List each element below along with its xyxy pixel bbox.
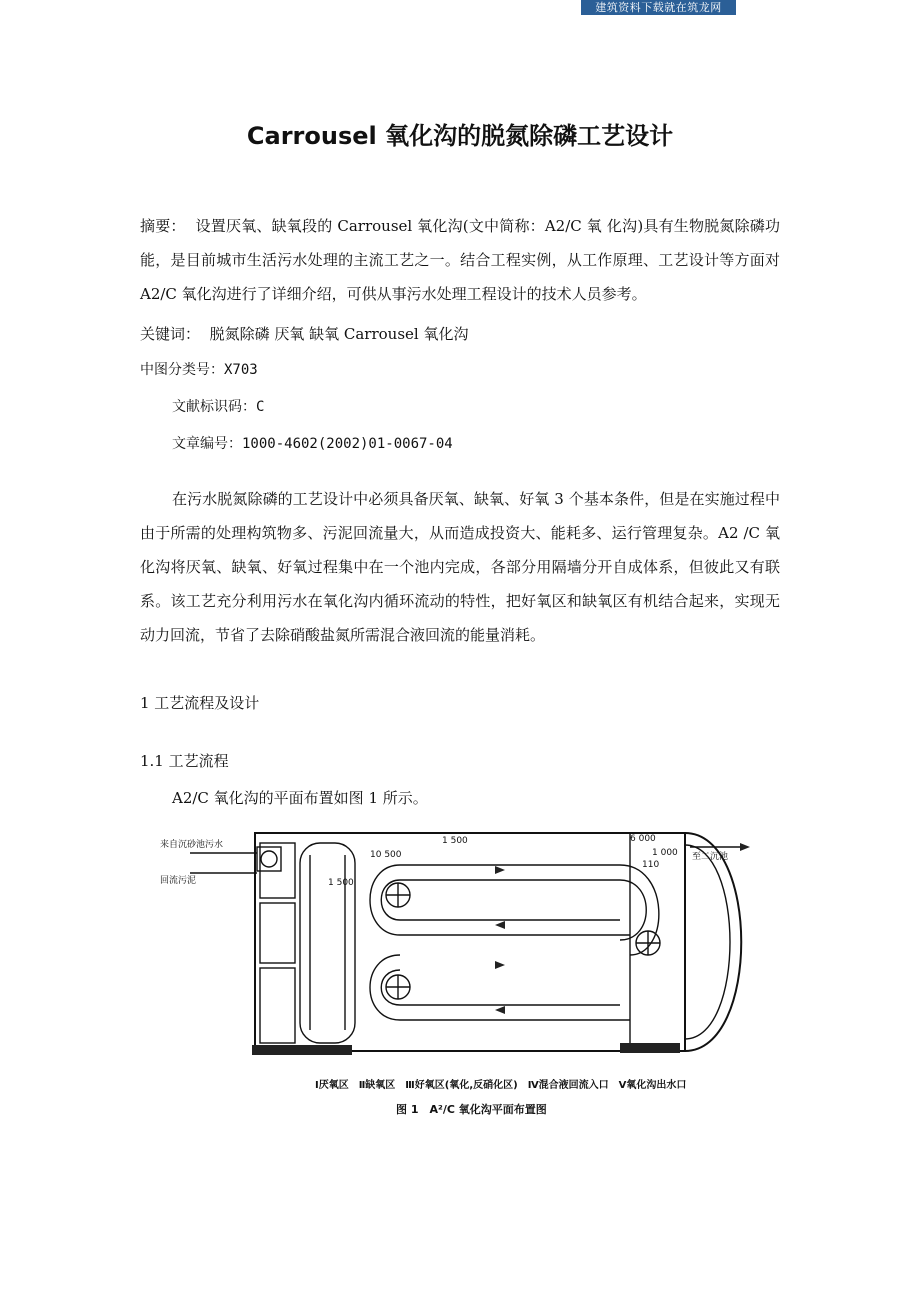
oxidation-ditch-diagram [160,825,760,1065]
document-code: 文献标识码：C [172,399,265,415]
dim-1000: 1 000 [652,848,678,858]
keywords-line [140,324,468,344]
dim-6000: 6 000 [630,834,656,844]
article-number: 文章编号：1000-4602(2002)01-0067-04 [172,436,453,452]
keywords-text: 脱氮除磷 厌氧 缺氧 Carrousel 氧化沟 [209,325,469,343]
abstract-paragraph [140,209,780,311]
label-inflow: 来自沉砂池污水 [160,840,224,850]
abstract-text: 设置厌氧、缺氧段的 Carrousel 氧化沟(文中简称：A2/C 氧 化沟)具有生物脱氮除磷功能，是目前城市生活污水处理的主流工艺之一。结合工程实例，从工作原理、工艺设计等方面对 A2/C 氧化沟进行了详细介绍，可供从事污水处理工程设计的技术人员参考。 [140,217,780,303]
figure-reference-text: A2/C 氧化沟的平面布置如图 1 所示。 [172,789,428,807]
section-heading-1-1: 1.1 工艺流程 [140,752,229,770]
dim-110: 110 [642,860,660,870]
keywords-label: 关键词： [140,325,201,343]
intro-paragraph: 在污水脱氮除磷的工艺设计中必须具备厌氧、缺氧、好氧 3 个基本条件，但是在实施过程中由于所需的处理构筑物多、污泥回流量大，从而造成投资大、能耗多、运行管理复杂。A2 /C 氧化沟将厌氧、缺氧、好氧过程集中在一个池内完成，各部分用隔墙分开自成体系，但彼此又有联系。该工艺充分利用污水在氧化沟内循环流动的特性，把好氧区和缺氧区有机结合起来，实现无动力回流，节省了去除硝酸盐氮所需混合液回流的能量消耗。 [140,490,780,644]
classification-number: 中图分类号：X703 [140,362,258,378]
abstract-label: 摘要： [140,217,186,235]
figure-legend: Ⅰ厌氧区 Ⅱ缺氧区 Ⅲ好氧区(氧化,反硝化区) Ⅳ混合液回流入口 Ⅴ氧化沟出水口 [315,1080,687,1091]
dim-10500: 10 500 [370,850,402,860]
dim-1500-a: 1 500 [328,878,354,888]
page-title: Carrousel 氧化沟的脱氮除磷工艺设计 [246,122,674,150]
label-return-sludge: 回流污泥 [160,876,197,886]
figure-caption: 图 1 A²/C 氧化沟平面布置图 [396,1103,547,1116]
site-banner[interactable]: 建筑资料下载就在筑龙网 [581,0,736,15]
label-to-clarifier: 至二沉池 [692,852,729,862]
section-heading-1: 1 工艺流程及设计 [140,694,260,712]
dim-1500-b: 1 500 [442,836,468,846]
